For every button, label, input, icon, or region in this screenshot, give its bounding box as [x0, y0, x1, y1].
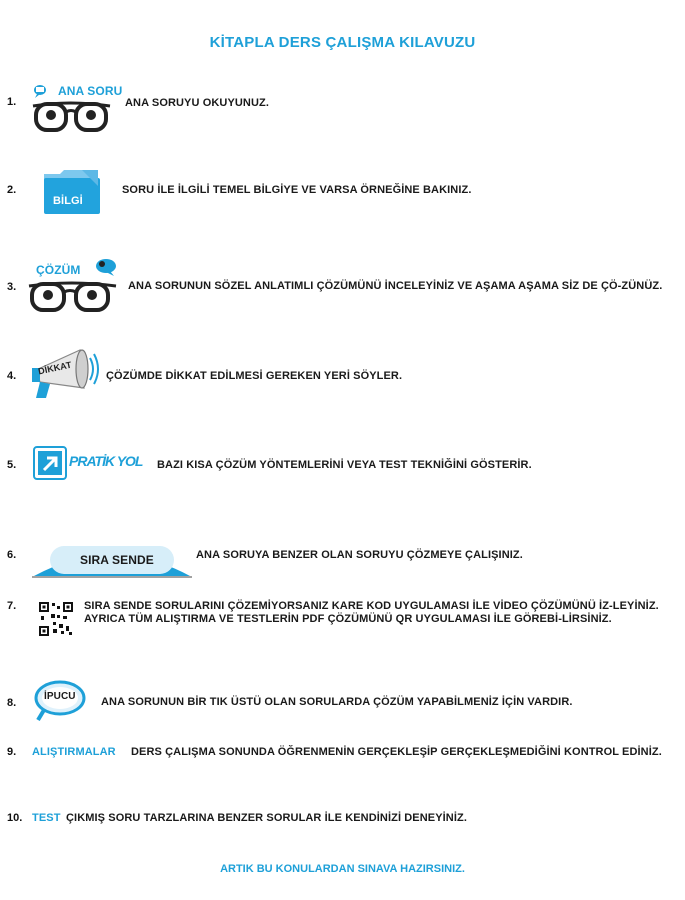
- ipucu-label: İPUCU: [44, 691, 76, 702]
- item-number: 3.: [7, 281, 17, 293]
- cozum-label: ÇÖZÜM: [36, 263, 81, 277]
- item-text: ÇÖZÜMDE DİKKAT EDİLMESİ GEREKEN YERİ SÖYLER.: [106, 370, 403, 382]
- item-number: 2.: [7, 184, 17, 196]
- sira-sende-label: SIRA SENDE: [80, 553, 154, 567]
- item-text: ÇIKMIŞ SORU TARZLARINA BENZER SORULAR İLE KENDİNİZİ DENEYİNİZ.: [66, 812, 467, 824]
- ana-soru-label: ANA SORU: [58, 84, 123, 98]
- bilgi-label: BİLGİ: [53, 195, 83, 207]
- glasses-cozum-icon: [26, 258, 124, 314]
- sira-sende-badge: [32, 540, 192, 578]
- page-title: KİTAPLA DERS ÇALIŞMA KILAVUZU: [209, 34, 476, 51]
- item-text: SIRA SENDE SORULARINI ÇÖZEMİYORSANIZ KARE KOD UYGULAMASI İLE VİDEO ÇÖZÜMÜNÜ İZ-LEYİNİZ. AYRICA TÜM ALIŞTIRMA VE TESTLERİN PDF ÇÖZÜMÜNÜ QR UYGULAMASI İLE GÖREBİ-LİRSİNİZ.: [84, 600, 659, 625]
- item-number: 1.: [7, 96, 17, 108]
- item-text: ANA SORUYU OKUYUNUZ.: [125, 97, 269, 109]
- test-label: TEST: [32, 812, 61, 824]
- dikkat-label: DİKKAT: [37, 359, 73, 377]
- item-text: ANA SORUYA BENZER OLAN SORUYU ÇÖZMEYE ÇALIŞINIZ.: [196, 549, 523, 561]
- arrow-pratik-yol-icon: [33, 446, 67, 480]
- footer-text: ARTIK BU KONULARDAN SINAVA HAZIRSINIZ.: [220, 863, 465, 875]
- item-number: 7.: [7, 600, 17, 612]
- item-number: 10.: [7, 812, 23, 824]
- folder-bilgi-icon: [42, 168, 102, 216]
- item-text: ANA SORUNUN BİR TIK ÜSTÜ OLAN SORULARDA ÇÖZÜM YAPABİLMENİZ İÇİN VARDIR.: [101, 696, 573, 708]
- item-number: 8.: [7, 697, 17, 709]
- item-number: 5.: [7, 459, 17, 471]
- pratik-yol-label: PRATİK YOL: [69, 453, 143, 469]
- item-number: 4.: [7, 370, 17, 382]
- qr-code-icon: [39, 602, 73, 636]
- item-number: 6.: [7, 549, 17, 561]
- item-number: 9.: [7, 746, 17, 758]
- item-text: DERS ÇALIŞMA SONUNDA ÖĞRENMENİN GERÇEKLEŞİP GERÇEKLEŞMEDİĞİNİ KONTROL EDİNİZ.: [131, 746, 662, 758]
- item-text: SORU İLE İLGİLİ TEMEL BİLGİYE VE VARSA ÖRNEĞİNE BAKINIZ.: [122, 184, 472, 196]
- item-text: ANA SORUNUN SÖZEL ANLATIMLI ÇÖZÜMÜNÜ İNCELEYİNİZ VE AŞAMA AŞAMA SİZ DE ÇÖ-ZÜNÜZ.: [128, 280, 663, 292]
- item-text: BAZI KISA ÇÖZÜM YÖNTEMLERİNİ VEYA TEST TEKNİĞİNİ GÖSTERİR.: [157, 459, 532, 471]
- alistirmalar-label: ALIŞTIRMALAR: [32, 746, 116, 758]
